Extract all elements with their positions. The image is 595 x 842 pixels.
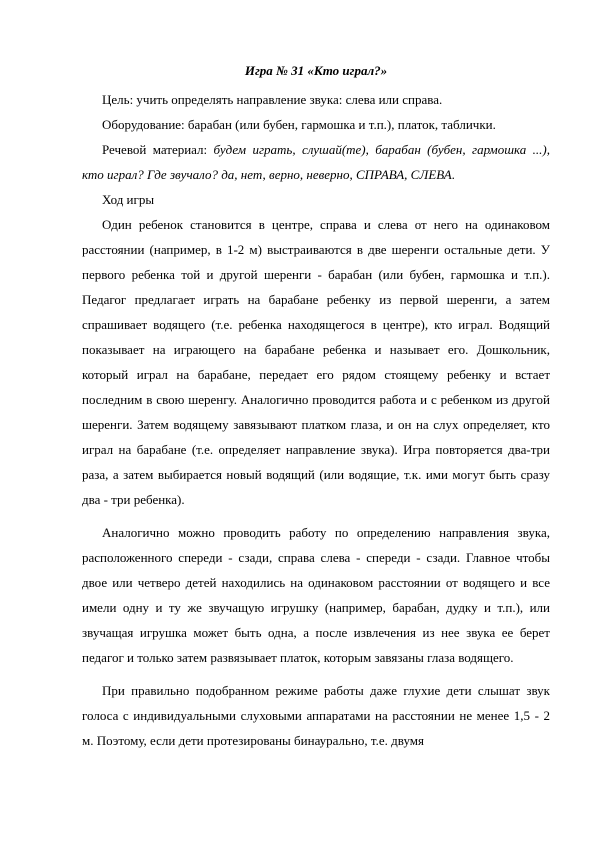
equipment-paragraph: Оборудование: барабан (или бубен, гармошка и т.п.), платок, таблички. bbox=[102, 117, 496, 132]
game-course-heading: Ход игры bbox=[102, 192, 155, 207]
speech-material-label: Речевой материал: bbox=[102, 142, 208, 157]
goal-paragraph: Цель: учить определять направление звука: слева или справа. bbox=[102, 92, 443, 107]
hearing-aid-paragraph: При правильно подобранном режиме работы даже глухие дети слышат звук голоса с индивидуальными слуховыми аппаратами на расстоянии не менее 1,5 - 2 м. Поэтому, если дети протезированы бинаурально, т.е. двумя bbox=[82, 683, 550, 748]
direction-variation-paragraph: Аналогично можно проводить работу по определению направления звука, расположенного спереди - сзади, справа слева - спереди - сзади. Главное чтобы двое или четверо детей находились на одинаковом расстоянии от водящего и все имели одну и ту же звучащую игрушку (например, барабан, дудку и т.п.), или звучащая игрушка может быть одна, а после извлечения из нее звука ее берет педагог и только затем развязывает платок, которым завязаны глаза водящего. bbox=[82, 525, 550, 665]
speech-material-end: . bbox=[451, 167, 455, 182]
speech-material-words: будем играть, слушай(те), барабан (бубен, гармошка ...), кто играл? Где звучало? да, нет, верно, неверно, СПРАВА, СЛЕВА bbox=[82, 142, 550, 182]
document-body bbox=[82, 58, 550, 753]
game-description-paragraph: Один ребенок становится в центре, справа и слева от него на одинаковом расстоянии (например, в 1-2 м) выстраиваются в две шеренги остальные дети. У первого ребенка той и другой шеренги - барабан (или бубен, гармошка и т.п.). Педагог предлагает играть на барабане ребенку из первой шеренги, а затем спрашивает водящего (т.е. ребенка находящегося в центре), кто играл. Водящий показывает на играющего на барабане ребенка и называет его. Дошкольник, который играл на барабане, передает его рядом стоящему ребенку и встает последним в свою шеренгу. Аналогично проводится работа и с ребенком из другой шеренги. Затем водящему завязывают платком глаза, и он на слух определяет, кто играл на барабане (т.е. определяет направление звука). Игра повторяется два-три раза, а затем выбирается новый водящий (или водящие, т.к. ими могут быть сразу два - три ребенка). bbox=[82, 217, 550, 507]
game-title: Игра № 31 «Кто играл?» bbox=[244, 63, 388, 78]
speech-material-paragraph bbox=[82, 137, 550, 187]
